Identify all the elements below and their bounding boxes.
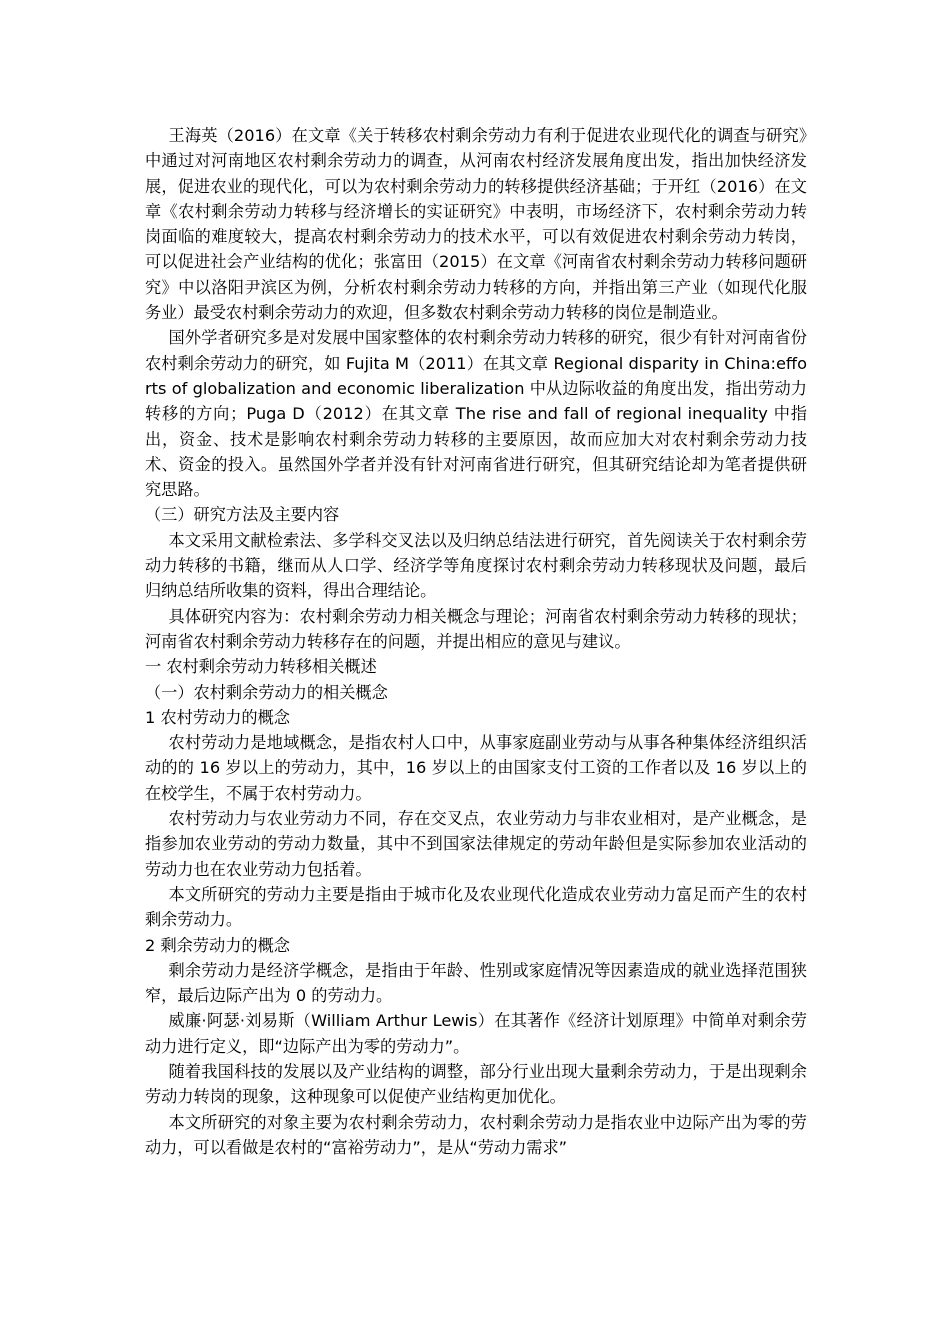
paragraph-methods: 本文采用文献检索法、多学科交叉法以及归纳总结法进行研究，首先阅读关于农村剩余劳动力转移的书籍，继而从人口学、经济学等角度探讨农村剩余劳动力转移现状及问题，最后归纳总结所收集的资料，得出合理结论。 (145, 530, 807, 601)
section-heading-concepts: （一）农村剩余劳动力的相关概念 (145, 682, 388, 702)
paragraph-lewis-definition: 威廉·阿瑟·刘易斯（William Arthur Lewis）在其著作《经济计划原理》中简单对剩余劳动力进行定义，即“边际产出为零的劳动力”。 (145, 1011, 807, 1056)
paragraph-surplus-labor-definition: 剩余劳动力是经济学概念，是指由于年龄、性别或家庭情况等因素造成的就业选择范围狭窄，最后边际产出为 0 的劳动力。 (145, 960, 807, 1006)
paragraph-industry-adjustment: 随着我国科技的发展以及产业结构的调整，部分行业出现大量剩余劳动力，于是出现剩余劳动力转岗的现象，这种现象可以促使产业结构更加优化。 (145, 1061, 807, 1107)
paragraph-literature-foreign: 国外学者研究多是对发展中国家整体的农村剩余劳动力转移的研究，很少有针对河南省份农村剩余劳动力的研究，如 Fujita M（2011）在其文章 Regional disparity in China:efforts of globalization and economic liberalization 中从边际收益的角度出发，指出劳动力转移的方向；Puga D（2012）在其文章 The rise and fall of regional inequality 中指出，资金、技术是影响农村剩余劳动力转移的主要原因，故而应加大对农村剩余劳动力技术、资金的投入。虽然国外学者并没有针对河南省进行研究，但其研究结论却为笔者提供研究思路。 (145, 328, 807, 500)
paragraph-rural-labor-definition: 农村劳动力是地域概念，是指农村人口中，从事家庭副业劳动与从事各种集体经济组织活动的的 16 岁以上的劳动力，其中，16 岁以上的由国家支付工资的工作者以及 16 岁以上的在校学生，不属于农村劳动力。 (145, 733, 807, 803)
paragraph-literature-domestic: 王海英（2016）在文章《关于转移农村剩余劳动力有利于促进农业现代化的调查与研究》中通过对河南地区农村剩余劳动力的调查，从河南农村经济发展角度出发，指出加快经济发展，促进农业的现代化，可以为农村剩余劳动力的转移提供经济基础；于开红（2016）在文章《农村剩余劳动力转移与经济增长的实证研究》中表明，市场经济下，农村剩余劳动力转岗面临的难度较大，提高农村剩余劳动力的技术水平，可以有效促进农村剩余劳动力转岗，可以促进社会产业结构的优化；张富田（2015）在文章《河南省农村剩余劳动力转移问题研究》中以洛阳尹滨区为例，分析农村剩余劳动力转移的方向，并指出第三产业（如现代化服务业）最受农村剩余劳动力的欢迎，但多数农村剩余劳动力转移的岗位是制造业。 (145, 126, 807, 323)
section-heading-methods: （三）研究方法及主要内容 (145, 505, 340, 525)
document-page (145, 123, 807, 1160)
subsection-heading-surplus-labor: 2 剩余劳动力的概念 (145, 935, 290, 955)
paragraph-contents: 具体研究内容为：农村剩余劳动力相关概念与理论；河南省农村剩余劳动力转移的现状；河南省农村剩余劳动力转移存在的问题，并提出相应的意见与建议。 (145, 606, 807, 651)
paragraph-rural-vs-agricultural: 农村劳动力与农业劳动力不同，存在交叉点，农业劳动力与非农业相对，是产业概念，是指参加农业劳动的劳动力数量，其中不到国家法律规定的劳动年龄但是实际参加农业活动的劳动力也在农业劳动力包括着。 (145, 809, 807, 879)
chapter-heading-overview: 一 农村剩余劳动力转移相关概述 (145, 657, 377, 677)
paragraph-research-scope: 本文所研究的劳动力主要是指由于城市化及农业现代化造成农业劳动力富足而产生的农村剩余劳动力。 (145, 884, 807, 930)
paragraph-research-object: 本文所研究的对象主要为农村剩余劳动力，农村剩余劳动力是指农业中边际产出为零的劳动力，可以看做是农村的“富裕劳动力”，是从“劳动力需求” (145, 1112, 807, 1157)
subsection-heading-rural-labor: 1 农村劳动力的概念 (145, 707, 290, 727)
